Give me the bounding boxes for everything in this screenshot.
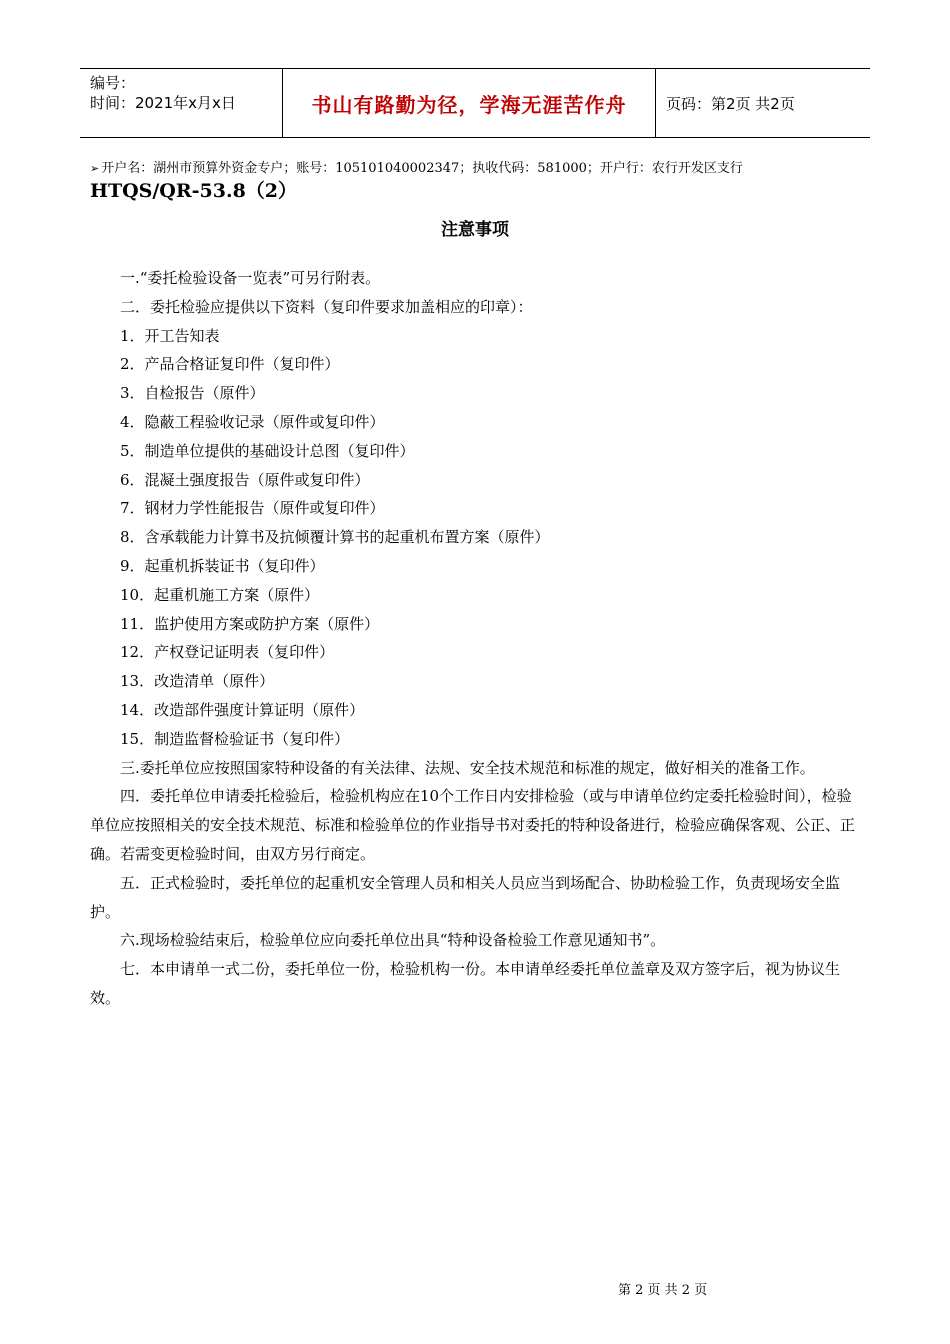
header-motto: 书山有路勤为径，学海无涯苦作舟 — [311, 92, 627, 117]
notice-paragraph: 13．改造清单（原件） — [120, 672, 275, 691]
notice-paragraph: 8．含承载能力计算书及抗倾覆计算书的起重机布置方案（原件） — [120, 528, 550, 547]
notice-paragraph: 七．本申请单一式二份，委托单位一份，检验机构一份。本申请单经委托单位盖章及双方签字后，视为协议生效。 — [90, 960, 841, 1007]
notice-paragraph: 五．正式检验时，委托单位的起重机安全管理人员和相关人员应当到场配合、协助检验工作，负责现场安全监护。 — [90, 873, 841, 921]
notice-paragraph: 二．委托检验应提供以下资料（复印件要求加盖相应的印章）： — [120, 297, 533, 316]
document-time-label: 时间：2021年x月x日 — [90, 94, 236, 112]
document-number-label: 编号： — [90, 74, 136, 92]
header-table — [80, 68, 870, 138]
notice-paragraph: 六.现场检验结束后，检验单位应向委托单位出具“特种设备检验工作意见通知书”。 — [120, 931, 666, 950]
notice-paragraph: 四．委托单位申请委托检验后，检验机构应在10个工作日内安排检验（或与申请单位约定委托检验时间），检验单位应按照相关的安全技术规范、标准和检验单位的作业指导书对委托的特种设备进行，检验应确保客观、公正、正确。若需变更检验时间，由双方另行商定。 — [90, 787, 856, 863]
notice-paragraph: 5．制造单位提供的基础设计总图（复印件） — [120, 441, 415, 460]
notice-paragraph: 三.委托单位应按照国家特种设备的有关法律、法规、安全技术规范和标准的规定，做好相关的准备工作。 — [120, 758, 815, 777]
header-page-info: 页码：第2页 共2页 — [666, 94, 795, 113]
notice-paragraph: 7．钢材力学性能报告（原件或复印件） — [120, 499, 385, 518]
header-page-cell — [656, 69, 870, 137]
notice-paragraph: 14．改造部件强度计算证明（原件） — [120, 700, 365, 719]
account-info-line — [90, 157, 743, 176]
account-info-text: 开户名：湖州市预算外资金专户；账号：105101040002347；执收代码：581000；开户行：农行开发区支行 — [101, 161, 743, 176]
page-footer: 第 2 页 共 2 页 — [618, 1283, 708, 1298]
header-motto-cell — [282, 69, 656, 137]
notice-paragraph: 一.“委托检验设备一览表”可另行附表。 — [120, 269, 381, 287]
notice-body — [90, 264, 862, 1013]
header-meta-cell — [80, 69, 282, 137]
notice-paragraph: 2．产品合格证复印件（复印件） — [120, 355, 340, 374]
notice-paragraph: 12．产权登记证明表（复印件） — [120, 643, 335, 662]
notice-paragraph: 15．制造监督检验证书（复印件） — [120, 729, 350, 748]
notice-paragraph: 11．监护使用方案或防护方案（原件） — [120, 614, 380, 633]
notice-paragraph: 3．自检报告（原件） — [120, 384, 265, 403]
notice-paragraph: 1．开工告知表 — [120, 326, 220, 345]
notice-paragraph: 6．混凝土强度报告（原件或复印件） — [120, 470, 370, 489]
page-title: 注意事项 — [441, 220, 509, 240]
arrow-bullet-icon: ➢ — [90, 162, 100, 175]
notice-paragraph: 9．起重机拆装证书（复印件） — [120, 556, 325, 575]
form-code: HTQS/QR-53.8（2） — [90, 180, 298, 202]
notice-paragraph: 4．隐蔽工程验收记录（原件或复印件） — [120, 412, 385, 431]
notice-paragraph: 10．起重机施工方案（原件） — [120, 585, 320, 604]
